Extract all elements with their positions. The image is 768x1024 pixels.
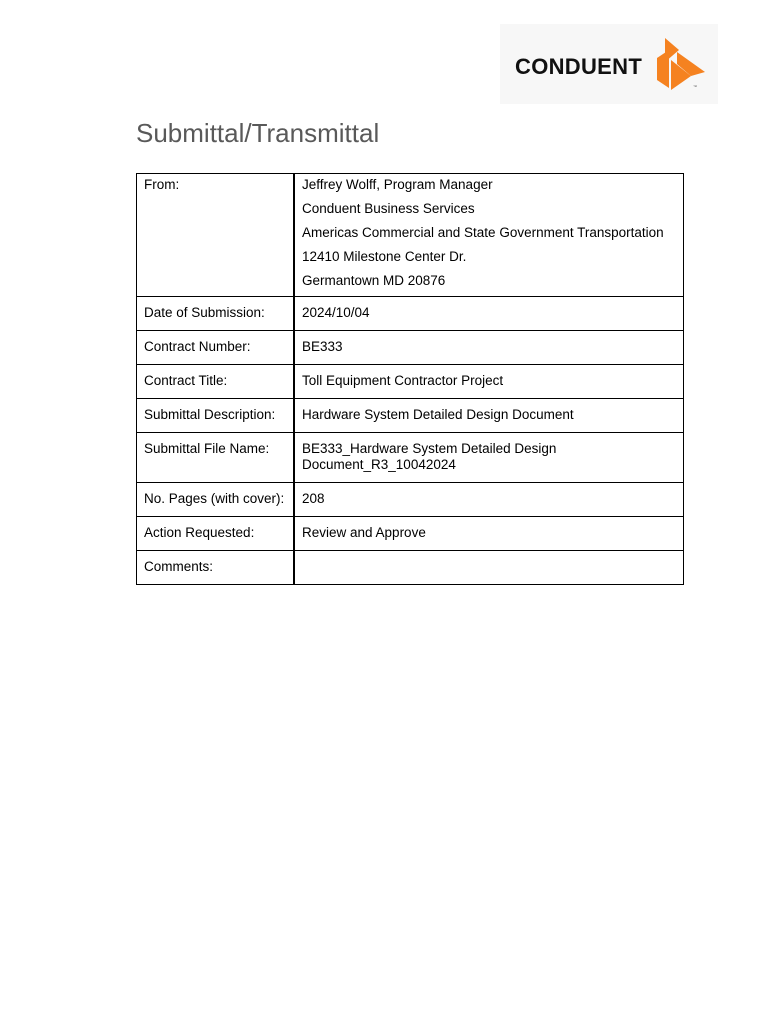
description-label: Submittal Description: [137,399,295,433]
action-label: Action Requested: [137,517,295,551]
table-row-contract-number [137,331,684,365]
from-label: From: [144,177,180,192]
from-label-cell [137,174,295,297]
logo-trademark: ™ [693,84,697,89]
file-name-value: BE333_Hardware System Detailed Design Document_R3_10042024 [294,433,684,483]
conduent-logo [500,24,718,104]
comments-label: Comments: [137,551,295,585]
table-row-description [137,399,684,433]
table-row-from [137,174,684,297]
contract-title-value: Toll Equipment Contractor Project [294,365,684,399]
contract-title-label: Contract Title: [137,365,295,399]
table-row-pages [137,483,684,517]
from-city: Germantown MD 20876 [302,273,446,288]
pages-value: 208 [294,483,684,517]
from-company: Conduent Business Services [302,201,475,216]
from-value-cell [294,174,684,297]
comments-value [294,551,684,585]
table-row-comments [137,551,684,585]
description-value: Hardware System Detailed Design Document [294,399,684,433]
table-row-file-name [137,433,684,483]
conduent-logo-mark-icon [655,38,707,90]
date-label: Date of Submission: [137,297,295,331]
page-title: Submittal/Transmittal [136,118,380,148]
file-name-label: Submittal File Name: [137,433,295,483]
date-value: 2024/10/04 [294,297,684,331]
from-division: Americas Commercial and State Government Transportation [302,225,664,240]
contract-number-value: BE333 [294,331,684,365]
table-row-action [137,517,684,551]
contract-number-label: Contract Number: [137,331,295,365]
pages-label: No. Pages (with cover): [137,483,295,517]
transmittal-table [136,173,684,585]
from-street: 12410 Milestone Center Dr. [302,249,467,264]
table-row-date [137,297,684,331]
action-value: Review and Approve [294,517,684,551]
table-row-contract-title [137,365,684,399]
logo-wordmark: CONDUENT [515,54,643,79]
from-name: Jeffrey Wolff, Program Manager [302,177,493,192]
